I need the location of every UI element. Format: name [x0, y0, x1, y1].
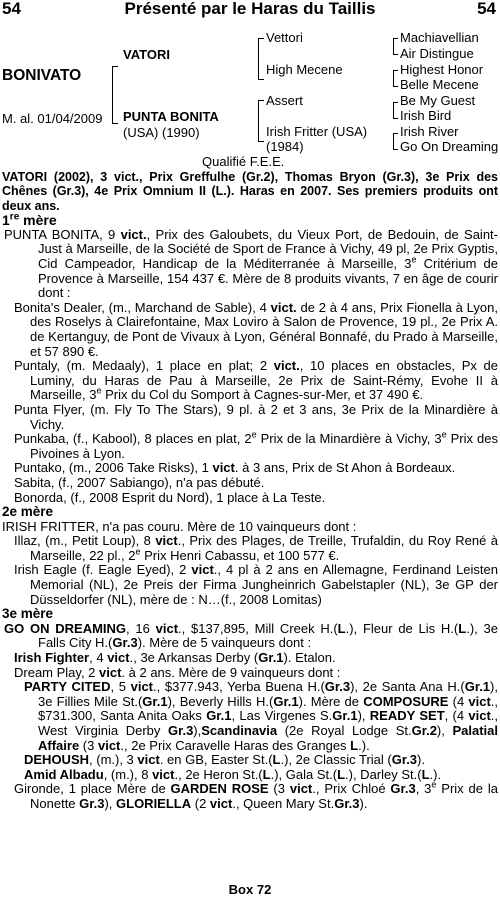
bracket-gs3	[393, 102, 398, 119]
third-dam-entry: GO ON DREAMING, 16 vict., $137,895, Mill Creek H.(L.), Fleur de Lis H.(L.), 3e Falls City H.(Gr.3). Mère de 5 vainqueurs dont :	[4, 620, 498, 651]
ggs-8: Go On Dreaming	[400, 139, 499, 154]
second-dam-entry: IRISH FRITTER, n'a pas couru. Mère de 10 vainqueurs dont :	[2, 518, 357, 534]
dam-entry: PUNTA BONITA, 9 vict., Prix des Galoubets, du Vieux Port, de Bedouin, de Saint-Just à Marseille, de la Société de Sport de France à Vichy, 49 pl, 2e Prix Gyptis, Cid Campeador, Handicap de la Méditerranée à Marseille, 3e Critérium de Provence à Marseille, 154 437 €. Mère de 8 produits vivants, 7 en âge de courir dont :	[4, 226, 498, 301]
ggs-4: Belle Mecene	[400, 77, 479, 92]
sire-note: VATORI (2002), 3 vict., Prix Greffulhe (Gr.2), Thomas Bryon (Gr.3), 3e Prix des Chênes (Gr.3), 4e Prix Omnium II (L.). Haras en 2007. Ses premiers produits ont deux ans.	[2, 170, 498, 213]
gs3: Assert	[266, 93, 303, 108]
page-number-left: 54	[2, 0, 21, 18]
ggs-5: Be My Guest	[400, 93, 476, 108]
bracket-horse	[112, 66, 118, 124]
bracket-gs4	[393, 133, 398, 150]
bracket-gs1	[393, 38, 398, 55]
ggs-7: Irish River	[400, 124, 459, 139]
produce-bonorda: Bonorda, (f., 2008 Esprit du Nord), 1 place à La Teste.	[14, 489, 326, 505]
ggs-3: Highest Honor	[400, 62, 484, 77]
gs4-year: (1984)	[266, 139, 304, 154]
produce-dream-play: Dream Play, 2 vict. à 2 ans. Mère de 9 vainqueurs dont :	[14, 664, 341, 680]
gs4: Irish Fritter (USA)	[266, 124, 368, 139]
produce-puntako: Puntako, (m., 2006 Take Risks), 1 vict. à 3 ans, Prix de St Ahon à Bordeaux.	[14, 460, 456, 476]
bracket-dam	[258, 100, 264, 142]
produce-amid-albadu: Amid Albadu, (m.), 8 vict., 2e Heron St.(L.), Gala St.(L.), Darley St.(L.).	[24, 766, 442, 782]
produce-irish-eagle: Irish Eagle (f. Eagle Eyed), 2 vict., 4 pl à 2 ans en Allemagne, Ferdinand Leisten Memorial (NL), 2e Preis der Firma Jungheinrich Gabelstapler (NL), 3e GP der Düsseldorfer (NL), mère de : N…(f., 2008 Lomitas)	[14, 562, 498, 607]
bracket-sire	[258, 38, 264, 80]
ggs-6: Irish Bird	[400, 108, 452, 123]
produce-bonitas-dealer: Bonita's Dealer, (m., Marchand de Sable), 4 vict. de 2 à 4 ans, Prix Fionella à Lyon, des Roselys à Clairefontaine, Max Loviro à Salon de Provence, 19 pl., 2e Prix A. de Kertanguy, de Pont de Vivaux à Lyon, Général Bonnafé, du Prado à Marseille, et 57 890 €.	[14, 299, 498, 359]
dam-name: PUNTA BONITA	[123, 109, 219, 124]
section-first-dam: 1re mère	[2, 211, 57, 229]
gs2: High Mecene	[266, 62, 343, 77]
produce-irish-fighter: Irish Fighter, 4 vict., 3e Arkansas Derby (Gr.1). Etalon.	[14, 650, 336, 666]
ggs-2: Air Distingue	[400, 46, 474, 61]
page-number-right: 54	[477, 0, 496, 18]
produce-gironde: Gironde, 1 place Mère de GARDEN ROSE (3 vict., Prix Chloé Gr.3, 3e Prix de la Nonette Gr.3), GLORIELLA (2 vict., Queen Mary St.Gr.3).	[14, 780, 498, 811]
qualification: Qualifié F.E.E.	[202, 154, 285, 169]
produce-punta-flyer: Punta Flyer, (m. Fly To The Stars), 9 pl. à 2 et 3 ans, 3e Prix de la Minardière à Vichy.	[14, 401, 498, 432]
catalogue-text	[2, 170, 498, 812]
box-number: Box 72	[228, 882, 272, 898]
produce-punkaba: Punkaba, (f., Kabool), 8 places en plat, 2e Prix de la Minardière à Vichy, 3e Prix des Pivoines à Lyon.	[14, 429, 498, 461]
ggs-1: Machiavellian	[400, 30, 479, 45]
horse-info: M. al. 01/04/2009	[2, 111, 103, 126]
produce-illaz: Illaz, (m., Petit Loup), 8 vict., Prix des Plages, de Treille, Trufaldin, du Roy René à Marseille, 22 pl., 2e Prix Henri Cabassu, et 100 577 €.	[14, 533, 498, 563]
horse-name: BONIVATO	[2, 67, 82, 84]
section-third-dam: 3e mère	[2, 606, 54, 622]
section-second-dam: 2e mère	[2, 504, 54, 520]
produce-dehoush: DEHOUSH, (m.), 3 vict. en GB, Easter St.(L.), 2e Classic Trial (Gr.3).	[24, 752, 425, 768]
dam-origin: (USA) (1990)	[123, 125, 200, 140]
gs1: Vettori	[266, 30, 303, 45]
produce-sabita: Sabita, (f., 2007 Sabiango), n'a pas débuté.	[14, 474, 265, 490]
bracket-gs2	[393, 70, 398, 87]
page-title: Présenté par le Haras du Taillis	[124, 0, 376, 18]
produce-puntaly: Puntaly, (m. Medaaly), 1 place en plat; 2 vict., 10 places en obstacles, Px de Luminy, du Haras de Pau à Marseille, 2e Prix de Saint-Rémy, Evohe II à Marseille, 3e Prix du Col du Somport à Cagnes-sur-Mer, et 37 490 €.	[14, 358, 498, 403]
produce-party-cited: PARTY CITED, 5 vict., $377.943, Yerba Buena H.(Gr.3), 2e Santa Ana H.(Gr.1), 3e Fillies Mile St.(Gr.1), Beverly Hills H.(Gr.1). Mère de COMPOSURE (4 vict., $731.300, Santa Anita Oaks Gr.1, Las Virgenes S.Gr.1), READY SET, (4 vict., West Virginia Derby Gr.3),Scandinavia (2e Royal Lodge St.Gr.2), Palatial Affaire (3 vict., 2e Prix Caravelle Haras des Granges L.).	[24, 679, 499, 753]
sire-name: VATORI	[123, 47, 170, 62]
